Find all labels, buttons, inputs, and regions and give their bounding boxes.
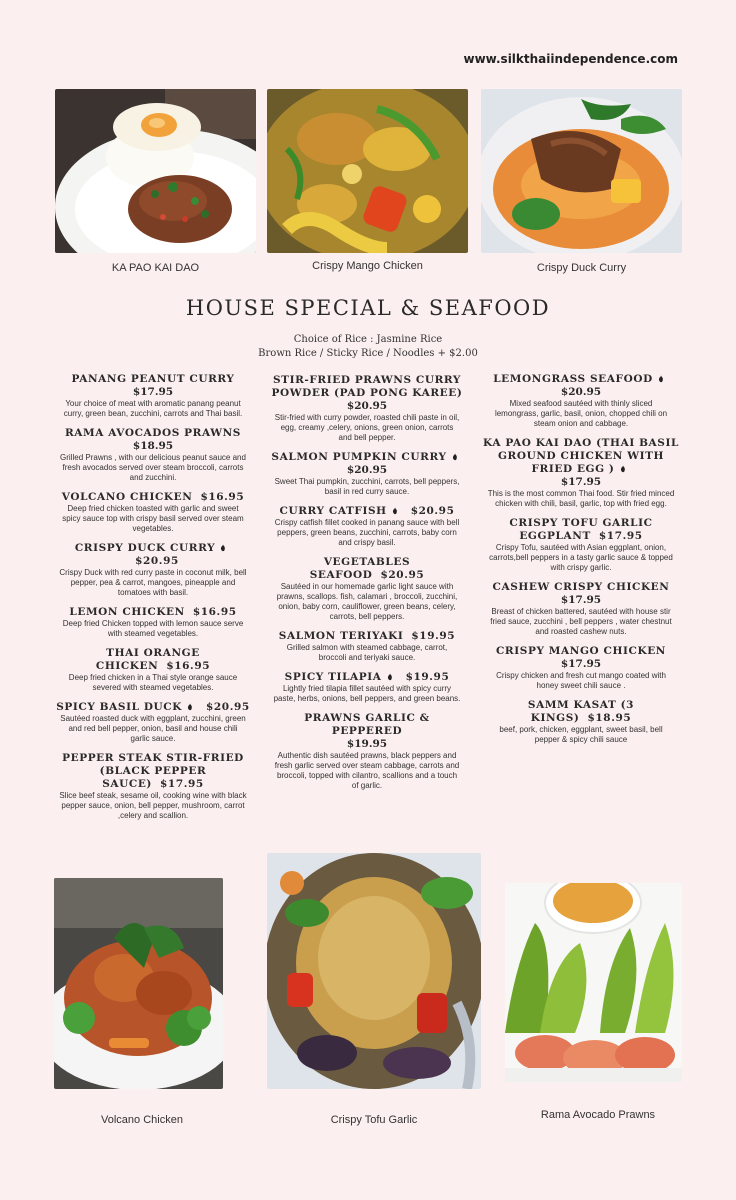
caption-rama-avocado-prawns: Rama Avocado Prawns (540, 1109, 656, 1121)
menu-item-name-line (55, 606, 251, 619)
menu-column-1 (55, 373, 251, 829)
menu-item-name-line (55, 647, 251, 673)
rice-options (0, 333, 736, 361)
menu-column-3 (483, 373, 679, 753)
menu-item-price: $19.95 (405, 671, 450, 683)
menu-item-price: $20.95 (346, 400, 388, 412)
menu-item (483, 437, 679, 509)
menu-item-price: $17.95 (160, 778, 204, 790)
photo-volcano-chicken (54, 878, 223, 1089)
menu-item-description: Sweet Thai pumpkin, zucchini, carrots, bell peppers, basil in red curry sauce. (274, 477, 460, 496)
menu-item-description: Sautéed in our homemade garlic light sauce with prawns, scallops. fish, calamari , broccoli, zucchini, onion, baby corn, cauliflower, green beans, celery, carrots, bell peppers. (276, 582, 458, 621)
menu-item-name: VEGETABLES SEAFOOD (309, 556, 411, 581)
menu-item-name-line (269, 630, 465, 643)
menu-item-description: Deep fried chicken in a Thai style orange sauce severed with steamed vegetables. (68, 673, 238, 692)
menu-item-name: SPICY TILAPIA (284, 671, 382, 683)
menu-item-name-line (55, 701, 251, 714)
caption-volcano-chicken: Volcano Chicken (101, 1114, 183, 1126)
menu-item (483, 517, 679, 573)
menu-item-name-line (269, 374, 465, 400)
menu-item-name-line (269, 712, 465, 738)
menu-item-description: Crispy Duck with red curry paste in coconut milk, bell pepper, pea & carrot, mangoes, pineapple and tomatoes with basil. (59, 568, 247, 597)
chili-pepper-icon (392, 507, 398, 515)
menu-item (269, 451, 465, 497)
menu-item-name-line (55, 752, 251, 791)
website-url[interactable]: www.silkthaiindependence.com (463, 52, 678, 66)
menu-item-description: Breast of chicken battered, sautéed with house stir fried sauce, zucchini , bell peppers , water chestnut and roasted cashew nuts. (490, 607, 672, 636)
rice-line-2: Brown Rice / Sticky Rice / Noodles + $2.00 (258, 348, 478, 359)
menu-item-name: SPICY BASIL DUCK (56, 701, 182, 713)
photo-crispy-tofu-garlic (267, 853, 481, 1089)
menu-item-price: $20.95 (410, 505, 455, 517)
menu-item-price: $16.95 (166, 660, 211, 672)
menu-item-name-line (269, 671, 465, 684)
menu-item-name-line (55, 542, 251, 568)
menu-item (269, 556, 465, 622)
menu-item-price: $17.95 (560, 594, 602, 606)
menu-item (55, 752, 251, 821)
menu-item-price: $16.95 (192, 606, 237, 618)
menu-item-name: STIR-FRIED PRAWNS CURRY POWDER (PAD PONG KAREE) (271, 374, 463, 399)
menu-item-name-line (483, 373, 679, 386)
menu-item-description: Deep fried chicken toasted with garlic and sweet spicy sauce top with crispy basil served over steam vegetables. (62, 504, 244, 533)
menu-item (55, 373, 251, 419)
menu-item-description: Lightly fried tilapia fillet sautéed with spicy curry paste, herbs, onions, bell peppers, and green beans. (273, 684, 461, 703)
menu-item-price: $17.95 (560, 658, 602, 670)
rice-line-1: Choice of Rice : Jasmine Rice (293, 334, 443, 345)
chili-pepper-icon (220, 544, 226, 552)
menu-column-2 (269, 374, 465, 799)
menu-item (269, 374, 465, 443)
caption-crispy-mango-chicken: Crispy Mango Chicken (312, 260, 423, 272)
menu-item-price-line (269, 738, 465, 751)
menu-item-description: Slice beef steak, sesame oil, cooking wine with black pepper sauce, onion, bell pepper, mushroom, carrot ,celery and scallion. (59, 791, 247, 820)
menu-item-price: $19.95 (411, 630, 456, 642)
menu-item-description: Mixed seafood sautéed with thinly sliced lemongrass, garlic, basil, onion, chopped chili on steam onion and cabbage. (494, 399, 668, 428)
menu-item-description: Grilled salmon with steamed cabbage, carrot, broccoli and teriyaki sauce. (286, 643, 448, 662)
menu-item-price: $18.95 (132, 440, 174, 452)
menu-item-description: Crispy Tofu, sautéed with Asian eggplant, onion, carrots,bell peppers in a tasty garlic sauce & topped with crispy garlic. (489, 543, 673, 572)
menu-item-description: Stir-fried with curry powder, roasted chili paste in oil, egg, creamy ,celery, onions, green onion, carrots and bell pepper. (274, 413, 460, 442)
menu-item-name-line (483, 437, 679, 476)
menu-item-price-line (483, 594, 679, 607)
section-title: HOUSE SPECIAL & SEAFOOD (185, 296, 551, 320)
menu-item-name-line (483, 581, 679, 594)
photo-crispy-duck-curry (481, 89, 682, 253)
caption-ka-pao-kai-dao: KA PAO KAI DAO (111, 262, 200, 274)
chili-pepper-icon (658, 375, 664, 383)
menu-item-description: This is the most common Thai food. Stir fried minced chicken with chili, basil, garlic, top with fried egg. (487, 489, 675, 508)
menu-item-description: Deep fried Chicken topped with lemon sauce serve with steamed vegetables. (62, 619, 244, 638)
menu-item-description: Your choice of meat with aromatic panang peanut curry, green bean, zucchini, carrots and Thai basil. (63, 399, 243, 418)
menu-item-name: SAMM KASAT (3 KINGS) (527, 699, 635, 724)
menu-item-price: $20.95 (380, 569, 425, 581)
menu-item (269, 712, 465, 791)
menu-item-price-line (483, 386, 679, 399)
menu-item-name-line (269, 556, 465, 582)
menu-item-price: $17.95 (132, 386, 174, 398)
menu-item-description: Crispy catfish fillet cooked in panang sauce with bell peppers, green beans, zucchini, carrots, baby corn and crispy basil. (274, 518, 460, 547)
menu-item-name-line (483, 517, 679, 543)
menu-item-name: LEMON CHICKEN (69, 606, 185, 618)
menu-item (55, 427, 251, 483)
menu-item-name: CRISPY DUCK CURRY (74, 542, 216, 554)
menu-item (483, 699, 679, 745)
menu-item (55, 647, 251, 693)
chili-pepper-icon (387, 673, 393, 681)
menu-item-price: $17.95 (598, 530, 643, 542)
menu-item-description: Grilled Prawns , with our delicious peanut sauce and fresh avocados served over steam broccoli, carrots and zucchini. (60, 453, 246, 482)
menu-item-price: $16.95 (200, 491, 245, 503)
menu-item-name: CRISPY MANGO CHICKEN (495, 645, 667, 657)
menu-item-name: CRISPY TOFU GARLIC EGGPLANT (509, 517, 653, 542)
menu-item-description: beef, pork, chicken, eggplant, sweet basil, bell pepper & spicy chili sauce (499, 725, 663, 744)
menu-item-price: $20.95 (346, 464, 388, 476)
menu-item (483, 581, 679, 637)
menu-item-price: $17.95 (560, 476, 602, 488)
caption-crispy-tofu-garlic: Crispy Tofu Garlic (330, 1114, 418, 1126)
menu-item-price: $20.95 (135, 555, 179, 567)
menu-item-price-line (269, 464, 465, 477)
menu-item-price-line (483, 658, 679, 671)
menu-item-name: SALMON TERIYAKI (278, 630, 404, 642)
photo-rama-avocado-prawns (505, 883, 682, 1082)
photo-ka-pao-kai-dao (55, 89, 256, 253)
menu-item-price-line (269, 400, 465, 413)
menu-item-name: CURRY CATFISH (279, 505, 387, 517)
menu-item-price-line (483, 476, 679, 489)
menu-item-name-line (55, 373, 251, 386)
menu-item-name-line (55, 427, 251, 440)
menu-item-name: VOLCANO CHICKEN (61, 491, 193, 503)
caption-crispy-duck-curry: Crispy Duck Curry (536, 262, 627, 274)
menu-item (269, 630, 465, 663)
menu-item-name: RAMA AVOCADOS PRAWNS (64, 427, 241, 439)
menu-item-name: THAI ORANGE CHICKEN (95, 647, 200, 672)
menu-item-name-line (483, 645, 679, 658)
menu-item-description: Sautéed roasted duck with eggplant, zucchini, green and red bell pepper, onion, basil and house chili garlic sauce. (60, 714, 246, 743)
menu-item-price: $18.95 (587, 712, 632, 724)
menu-item (55, 606, 251, 639)
menu-item-name-line (269, 505, 465, 518)
menu-item-price-line (55, 386, 251, 399)
menu-item (55, 491, 251, 534)
menu-item (269, 671, 465, 704)
menu-item-name: SALMON PUMPKIN CURRY (271, 451, 447, 463)
chili-pepper-icon (620, 465, 626, 473)
menu-item-name-line (483, 699, 679, 725)
menu-item-description: Authentic dish sautéed prawns, black peppers and fresh garlic served over steam cabbage, carrots and broccoli, topped with cilantro, scallions and a touch of garlic. (274, 751, 460, 790)
chili-pepper-icon (187, 703, 193, 711)
menu-item-price: $20.95 (206, 701, 250, 713)
menu-item (483, 373, 679, 429)
menu-item-name: LEMONGRASS SEAFOOD (493, 373, 653, 385)
menu-item-name: PEPPER STEAK STIR-FRIED (BLACK PEPPER SAUCE) (62, 752, 244, 790)
menu-item (269, 505, 465, 548)
menu-item (483, 645, 679, 691)
menu-item-name: KA PAO KAI DAO (THAI BASIL GROUND CHICKEN WITH FRIED EGG ) (483, 437, 679, 475)
menu-item-name: CASHEW CRISPY CHICKEN (492, 581, 670, 593)
menu-item-name: PANANG PEANUT CURRY (71, 373, 235, 385)
menu-item-description: Crispy chicken and fresh cut mango coated with honey sweet chili sauce . (496, 671, 666, 690)
chili-pepper-icon (452, 453, 458, 461)
menu-item-name-line (55, 491, 251, 504)
menu-item (55, 542, 251, 598)
menu-item (55, 701, 251, 744)
photo-crispy-mango-chicken (267, 89, 468, 253)
menu-item-price: $19.95 (346, 738, 388, 750)
menu-item-name-line (269, 451, 465, 464)
menu-item-price-line (55, 440, 251, 453)
menu-item-name: PRAWNS GARLIC & PEPPERED (304, 712, 430, 737)
menu-item-price: $20.95 (560, 386, 602, 398)
